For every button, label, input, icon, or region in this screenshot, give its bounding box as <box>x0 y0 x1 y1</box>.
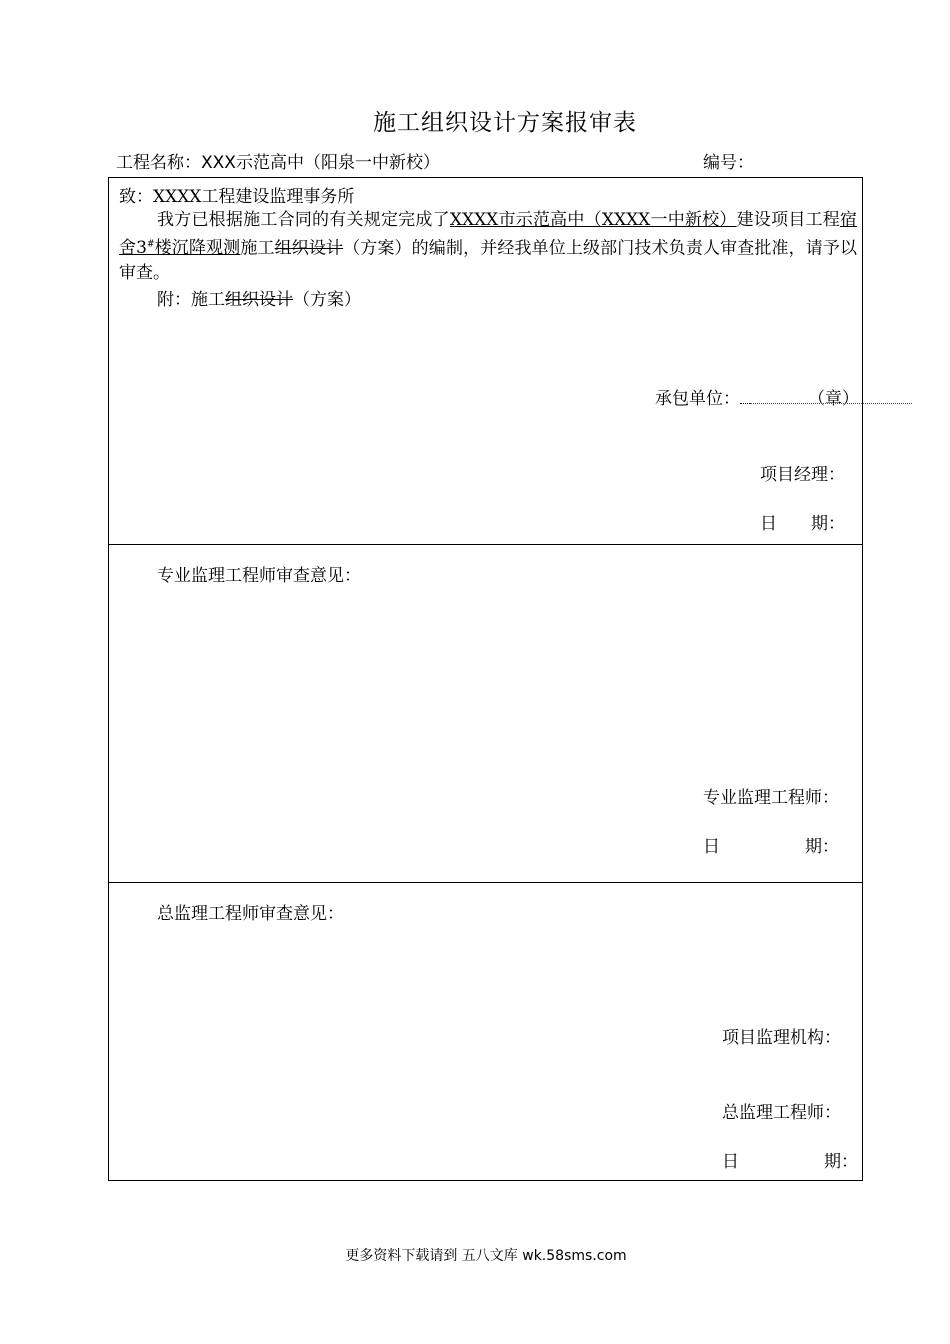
chief-date-label: 日 期： <box>722 1152 858 1172</box>
contractor-blank <box>740 389 808 404</box>
form-number-label: 编号： <box>703 153 754 173</box>
engineer-opinion-label: 专业监理工程师审查意见： <box>157 566 361 586</box>
body-text-4: （方案）的编制，并经我单位上级部门技术负责人审查批准，请予以审查。 <box>119 238 858 283</box>
project-name-line <box>116 148 440 173</box>
seal-label: （章） <box>808 389 859 409</box>
body-item-sup: # <box>146 239 155 250</box>
chief-engineer-label: 总监理工程师： <box>722 1103 841 1123</box>
attachment-suffix: （方案） <box>293 290 361 310</box>
body-text-3: 施工 <box>240 238 275 259</box>
chief-opinion-label: 总监理工程师审查意见： <box>157 904 344 924</box>
addressee-line <box>119 182 354 207</box>
attachment-strikethrough: 组织设计 <box>225 290 293 310</box>
contractor-label: 承包单位： <box>655 389 740 409</box>
manager-label: 项目经理： <box>760 465 845 485</box>
project-name-label: 工程名称： <box>116 153 201 173</box>
contractor-sign-line <box>655 384 859 409</box>
addressee-org: XXXX工程建设监理事务所 <box>153 187 355 207</box>
attachment-prefix: 附：施工 <box>157 290 225 310</box>
addressee-prefix: 致： <box>119 187 153 207</box>
body-strikethrough: 组织设计 <box>274 238 344 259</box>
body-text-1: 我方已根据施工合同的有关规定完成了 <box>157 210 450 230</box>
engineer-sign-label: 专业监理工程师： <box>703 788 839 808</box>
body-item-pre: 宿舍3 <box>119 210 858 259</box>
attachment-line <box>157 285 361 310</box>
contractor-dotted-line <box>750 403 912 404</box>
submission-paragraph <box>119 208 857 285</box>
engineer-review-section <box>109 545 862 883</box>
body-project-name: XXXX市示范高中（XXXX一中新校） <box>449 210 737 230</box>
chief-review-section <box>109 883 862 1180</box>
form-title: 施工组织设计方案报审表 <box>373 110 637 136</box>
project-name-value: XXX示范高中（阳泉一中新校） <box>201 153 440 173</box>
form-table <box>108 177 863 1181</box>
supervision-org-label: 项目监理机构： <box>722 1028 841 1048</box>
footer-download-note: 更多资料下载请到 五八文库 wk.58sms.com <box>345 1248 627 1264</box>
engineer-date-label: 日 期： <box>703 837 839 857</box>
contractor-date-label: 日 期： <box>760 514 845 534</box>
contractor-section <box>109 178 862 545</box>
body-item-post: 楼沉降观测 <box>154 238 241 259</box>
body-text-2: 建设项目工程 <box>736 210 841 230</box>
